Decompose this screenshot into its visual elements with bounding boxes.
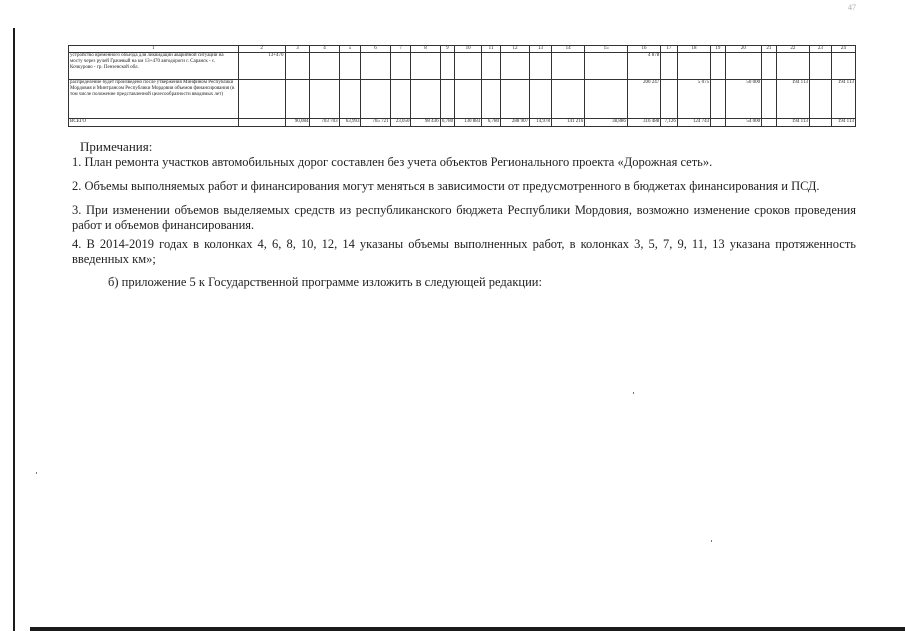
column-number: 9 [440,46,455,53]
scan-edge-left [13,28,15,631]
table-cell: 141 216 [551,119,584,127]
table-cell [585,80,628,119]
note-item: 4. В 2014-2019 годах в колонках 4, 6, 8, 10, 12, 14 указаны объемы выполненных работ, в колонках 3, 5, 7, 9, 11, 13 указана протяженность введенных км»; [72,237,856,266]
scan-dot [711,540,712,542]
column-number: 15 [585,46,628,53]
table-cell: 765 721 [361,119,390,127]
table-cell [809,53,831,80]
road-repair-table [68,45,856,127]
table-cell: 194 113 [776,80,809,119]
column-number: 21 [762,46,777,53]
column-number: 20 [725,46,761,53]
appendix-instruction: б) приложение 5 к Государственной программе изложить в следующей редакции: [108,275,542,289]
table-cell [661,53,678,80]
table-cell [762,53,777,80]
table-cell [455,80,482,119]
column-number: 8 [411,46,440,53]
table-cell: 54 000 [725,119,761,127]
table-cell: 90,084 [285,119,310,127]
table-cell [285,80,310,119]
table-cell: 14,978 [530,119,552,127]
table-cell [310,53,339,80]
row-label: распределение будет произведено после утвержения Минфином Республики Мордовия и Минтрансом Республики Мордовия объемов финансирования (в том числе положение представленной целесообразности вводимых лет) [69,80,239,119]
table-cell: 124 743 [677,119,710,127]
table-cell [339,80,361,119]
column-number: 18 [677,46,710,53]
column-number: 3 [285,46,310,53]
table-cell [482,53,501,80]
table-cell: 288 907 [500,119,529,127]
column-number: 1 [69,46,239,53]
table-cell [411,80,440,119]
scan-dot [36,472,37,474]
table-cell [440,53,455,80]
table-cell: 703 703 [310,119,339,127]
table-cell [711,80,726,119]
table-cell [776,53,809,80]
table-cell: 6,780 [482,119,501,127]
table-cell [762,119,777,127]
table-cell: 4 878 [627,53,660,80]
table-cell: 6,780 [440,119,455,127]
table-cell: 23,050 [390,119,411,127]
scan-dot [633,392,634,394]
table-cell: 63,993 [339,119,361,127]
column-number: 12 [500,46,529,53]
column-number: 7 [390,46,411,53]
table-cell [809,119,831,127]
table-cell: 200 247 [627,80,660,119]
table-cell: 98 436 [411,119,440,127]
table-cell [725,53,761,80]
table-row [69,80,856,119]
table-cell [482,80,501,119]
note-item: 2. Объемы выполняемых работ и финансирования могут меняться в зависимости от предусмотренного в бюджетах финансирования и ПСД. [72,179,820,193]
table-cell: 316 488 [627,119,660,127]
table-cell [455,53,482,80]
table-cell [390,53,411,80]
column-number: 10 [455,46,482,53]
column-number: 6 [361,46,390,53]
column-number: 4 [310,46,339,53]
table-cell [530,80,552,119]
table-cell [310,80,339,119]
column-number: 17 [661,46,678,53]
table-cell: 13+470 [238,53,285,80]
table-cell: 5 075 [677,80,710,119]
table-cell: 50 000 [725,80,761,119]
table-cell [238,80,285,119]
column-number: 23 [809,46,831,53]
note-item: 3. При изменении объемов выделяемых средств из республиканского бюджета Республики Мордовия, возможно изменение сроков проведения работ и объемов финансирования. [72,203,856,232]
column-number: 24 [831,46,855,53]
table-cell [809,80,831,119]
table-cell [762,80,777,119]
table-cell: 194 113 [831,119,855,127]
row-label: ВСЕГО [69,119,239,127]
table-cell [500,53,529,80]
table-cell [677,53,710,80]
note-item: 1. План ремонта участков автомобильных дорог составлен без учета объектов Регионального проекта «Дорожная сеть». [72,155,713,169]
table-cell [238,119,285,127]
table-cell [440,80,455,119]
table-cell [390,80,411,119]
table-cell: 7,126 [661,119,678,127]
table-cell [551,53,584,80]
table-cell [361,53,390,80]
table-cell [530,53,552,80]
scan-edge-bottom [30,627,905,631]
column-number: 2 [238,46,285,53]
column-number: 5 [339,46,361,53]
column-number: 22 [776,46,809,53]
table-cell [361,80,390,119]
table-cell [339,53,361,80]
table-cell: 194 113 [776,119,809,127]
table-header-row [69,46,856,53]
notes-title: Примечания: [80,139,153,154]
table-cell [411,53,440,80]
table-cell [661,80,678,119]
table-cell [585,53,628,80]
page-number: 47 [848,3,856,12]
table-cell [551,80,584,119]
table-cell: 38,886 [585,119,628,127]
table-row [69,119,856,127]
table-row [69,53,856,80]
table-cell [500,80,529,119]
column-number: 11 [482,46,501,53]
column-number: 13 [530,46,552,53]
table-cell [285,53,310,80]
column-number: 16 [627,46,660,53]
row-label: устройство временного объезда для ликвидации аварийной ситуации на мосту через ручей Грачевый на км 13+470 автодороги г. Саранск - с. Кочкурово - гр. Пензенской обл. [69,53,239,80]
table-cell [831,53,855,80]
table-cell [711,53,726,80]
table-cell: 130 883 [455,119,482,127]
table-cell [711,119,726,127]
table-cell: 194 113 [831,80,855,119]
column-number: 14 [551,46,584,53]
column-number: 19 [711,46,726,53]
